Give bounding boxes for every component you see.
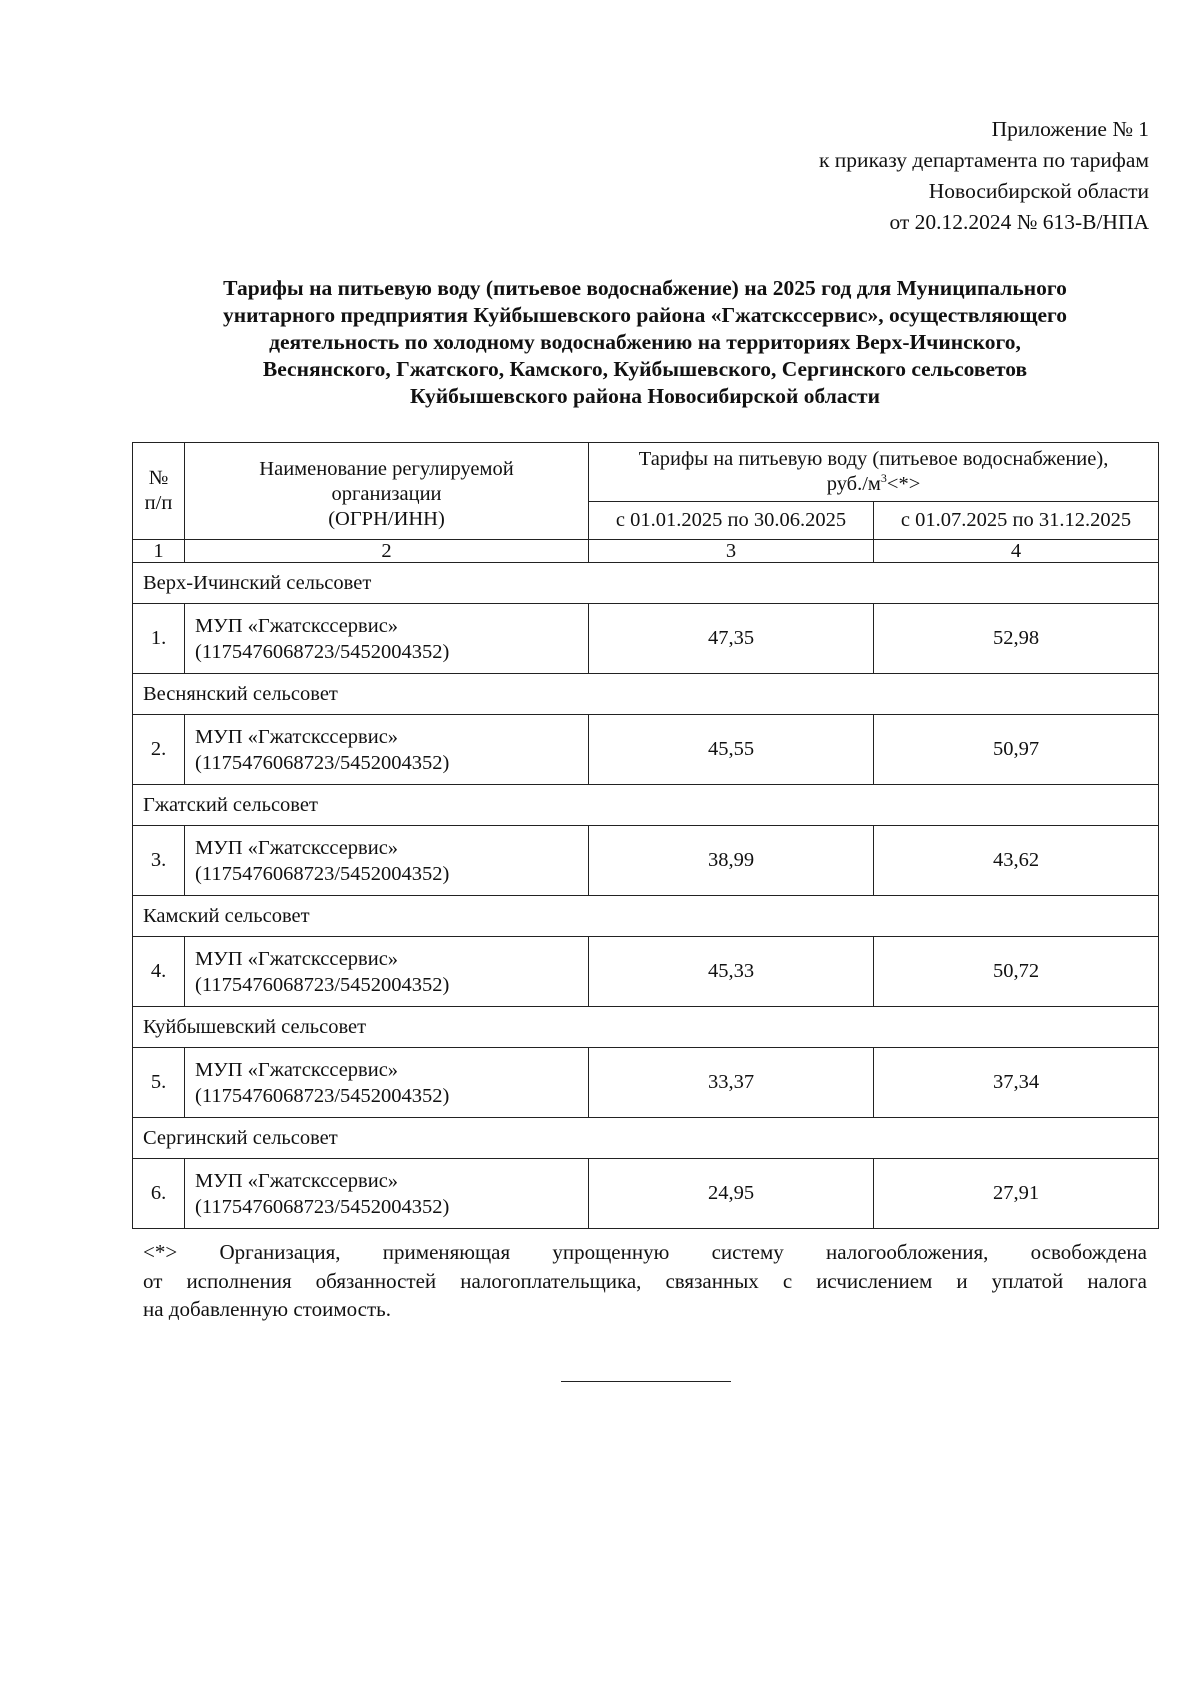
column-numbers-row	[133, 540, 1159, 563]
appendix-reference	[819, 114, 1149, 238]
footnote	[143, 1238, 1147, 1324]
appendix-number: Приложение № 1	[991, 117, 1149, 141]
section-row	[133, 896, 1159, 937]
organization-cell	[185, 715, 589, 785]
tariff-second-half: 52,98	[874, 604, 1159, 674]
header-number	[133, 443, 185, 540]
column-number-2: 2	[185, 540, 589, 563]
section-name: Гжатский сельсовет	[133, 785, 1159, 826]
tariff-table	[132, 442, 1159, 1229]
table-row	[133, 1048, 1159, 1118]
organization-ids: (1175476068723/5452004352)	[195, 973, 450, 996]
header-period-1: с 01.01.2025 по 30.06.2025	[589, 502, 874, 540]
tariff-first-half: 38,99	[589, 826, 874, 896]
organization-cell	[185, 1048, 589, 1118]
title-line-4: Веснянского, Гжатского, Камского, Куйбышевского, Сергинского сельсоветов	[262, 357, 1028, 381]
appendix-region: Новосибирской области	[928, 179, 1149, 203]
section-row	[133, 785, 1159, 826]
section-name: Куйбышевский сельсовет	[133, 1007, 1159, 1048]
organization-ids: (1175476068723/5452004352)	[195, 640, 450, 663]
table-row	[133, 826, 1159, 896]
organization-name: МУП «Гжатскссервис»	[195, 1058, 399, 1081]
row-number: 6.	[133, 1159, 185, 1229]
header-org-line-2: организации	[331, 483, 442, 505]
section-row	[133, 674, 1159, 715]
header-number-symbol: №	[148, 467, 169, 489]
tariff-second-half: 43,62	[874, 826, 1159, 896]
title-line-1: Тарифы на питьевую воду (питьевое водоснабжение) на 2025 год для Муниципального	[223, 276, 1067, 300]
footnote-line-1: <*> Организация, применяющая упрощенную систему налогообложения, освобождена	[143, 1240, 1147, 1264]
tariff-first-half: 33,37	[589, 1048, 874, 1118]
section-row	[133, 1007, 1159, 1048]
document-title	[120, 275, 1170, 410]
title-line-3: деятельность по холодному водоснабжению на территориях Верх-Ичинского,	[269, 330, 1021, 354]
section-name: Веснянский сельсовет	[133, 674, 1159, 715]
header-tariffs	[589, 443, 1159, 502]
column-number-1: 1	[133, 540, 185, 563]
organization-name: МУП «Гжатскссервис»	[195, 947, 399, 970]
row-number: 3.	[133, 826, 185, 896]
appendix-order-ref: к приказу департамента по тарифам	[818, 148, 1149, 172]
tariff-unit-text: руб./м	[826, 473, 881, 495]
tariff-second-half: 50,72	[874, 937, 1159, 1007]
column-number-3: 3	[589, 540, 874, 563]
organization-cell	[185, 937, 589, 1007]
tariff-first-half: 45,55	[589, 715, 874, 785]
table-row	[133, 937, 1159, 1007]
tariff-first-half: 45,33	[589, 937, 874, 1007]
table-row	[133, 715, 1159, 785]
header-number-abbr: п/п	[144, 492, 173, 514]
section-row	[133, 563, 1159, 604]
row-number: 1.	[133, 604, 185, 674]
title-line-5: Куйбышевского района Новосибирской области	[409, 384, 880, 408]
section-row	[133, 1118, 1159, 1159]
organization-cell	[185, 604, 589, 674]
tariff-first-half: 47,35	[589, 604, 874, 674]
organization-ids: (1175476068723/5452004352)	[195, 751, 450, 774]
organization-name: МУП «Гжатскссервис»	[195, 725, 399, 748]
organization-name: МУП «Гжатскссервис»	[195, 836, 399, 859]
footnote-line-2: от исполнения обязанностей налогоплательщика, связанных с исчислением и уплатой налога	[143, 1268, 1147, 1293]
header-tariff-unit	[589, 472, 1158, 497]
row-number: 5.	[133, 1048, 185, 1118]
organization-cell	[185, 1159, 589, 1229]
tariff-second-half: 37,34	[874, 1048, 1159, 1118]
table-header-row	[133, 443, 1159, 502]
table-row	[133, 1159, 1159, 1229]
organization-name: МУП «Гжатскссервис»	[195, 1169, 399, 1192]
title-line-2: унитарного предприятия Куйбышевского района «Гжатскссервис», осуществляющего	[222, 303, 1067, 327]
header-organization	[185, 443, 589, 540]
organization-ids: (1175476068723/5452004352)	[195, 1195, 450, 1218]
organization-cell	[185, 826, 589, 896]
section-name: Камский сельсовет	[133, 896, 1159, 937]
row-number: 4.	[133, 937, 185, 1007]
header-tariff-line-1: Тарифы на питьевую воду (питьевое водоснабжение),	[638, 448, 1109, 470]
appendix-order-date: от 20.12.2024 № 613-В/НПА	[889, 210, 1149, 234]
row-number: 2.	[133, 715, 185, 785]
section-name: Сергинский сельсовет	[133, 1118, 1159, 1159]
organization-ids: (1175476068723/5452004352)	[195, 862, 450, 885]
table-row	[133, 604, 1159, 674]
organization-ids: (1175476068723/5452004352)	[195, 1084, 450, 1107]
tariff-second-half: 27,91	[874, 1159, 1159, 1229]
column-number-4: 4	[874, 540, 1159, 563]
organization-name: МУП «Гжатскссервис»	[195, 614, 399, 637]
section-name: Верх-Ичинский сельсовет	[133, 563, 1159, 604]
header-period-2: с 01.07.2025 по 31.12.2025	[874, 502, 1159, 540]
header-org-line-3: (ОГРН/ИНН)	[328, 508, 445, 530]
tariff-unit-superscript: 3	[880, 471, 887, 486]
tariff-first-half: 24,95	[589, 1159, 874, 1229]
footnote-line-3: на добавленную стоимость.	[143, 1297, 391, 1321]
tariff-footnote-mark: <*>	[886, 473, 921, 495]
tariff-second-half: 50,97	[874, 715, 1159, 785]
header-org-line-1: Наименование регулируемой	[259, 458, 514, 480]
document-end-line	[561, 1381, 731, 1382]
